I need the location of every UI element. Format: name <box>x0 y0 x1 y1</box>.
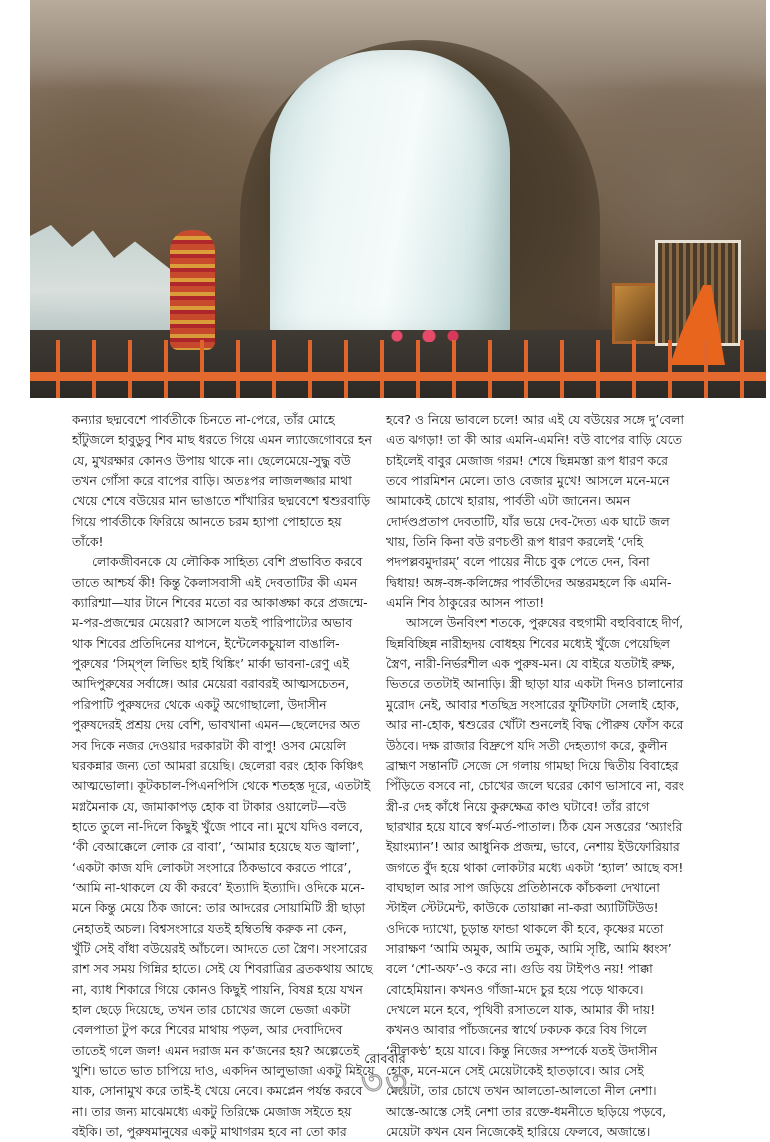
ice-formation-left <box>30 225 170 335</box>
text-line: ছারখার হয়ে যাবে স্বর্গ-মর্ত-পাতাল। ঠিক যেন সত্তরের ‘অ্যাংরি <box>386 818 683 834</box>
article-column-left <box>72 410 374 1142</box>
text-line: বাঘছাল আর সাপ জড়িয়ে প্রতিষ্ঠানকে কাঁচকলা দেখানো <box>386 879 660 895</box>
text-line: পুরুষদেরই প্রশ্রয় দেয় বেশি, ভাবখানা এমন—ছেলেদের অত <box>72 717 360 733</box>
text-line: সব দিকে নজর দেওয়ার দরকারটা কী বাপু! ওসব মেয়েলি <box>72 737 346 753</box>
text-line: ক্যারিশ্মা—যার টানে শিবের মতো বর আকাঙ্ক্ষা করে প্রজন্মে- <box>72 595 368 611</box>
text-line: বেলপাতা টুপ করে শিবের মাথায় পড়ল, আর দেবাদিদেব <box>72 1022 343 1038</box>
text-line: পুরুষের ‘সিম্প্‌ল লিভিং হাই থিঙ্কিং’ মার্কা ভাবনা-রেণু এই <box>72 656 349 672</box>
article-photo-amarnath-cave <box>30 0 766 398</box>
text-line: চাইলেই বাবুর মেজাজ গরম! শেষে ছিন্নমস্তা রূপ ধারণ করে <box>386 452 668 468</box>
text-line: হোক, মনে-মনে সেই মেয়েটাকেই হাতড়াবে। আর সেই <box>386 1063 644 1078</box>
text-line: বইকি। তা, পুরুষমানুষের একটু মাথাগরম হবে না তো কার <box>72 1124 347 1140</box>
text-line: থাক শিবের প্রতিদিনের যাপনে, ইন্টেলেকচুয়াল বাঙালি- <box>72 635 340 651</box>
text-line: ইয়াংম্যান’! আর আধুনিক প্রজন্ম, ভাবে, নেশায় ইউফোরিয়ার <box>386 839 680 855</box>
fence-rail <box>30 372 766 381</box>
framed-deity-picture <box>612 283 660 344</box>
text-line: মুরোদ নেই, আবার শতছিদ্র সংসারের ফুটিফাটা সেলাই হোক, <box>386 696 680 712</box>
text-line: মনে কিন্তু মেয়ে ঠিক জানে: তার আদরের সোয়ামিটি স্ত্রী ছাড়া <box>72 900 366 916</box>
text-line: ‘নীলকণ্ঠ’ হয়ে যাবে। কিন্তু নিজের সম্পর্কে যতই উদাসীন <box>386 1042 658 1058</box>
text-line: পরিপাটি পুরুষদের থেকে একটু অগোছালো, উদাসীন <box>72 696 327 712</box>
text-line: জগতে বুঁদ হয়ে থাকা লোকটার মধ্যে একটা ‘হ্যাল’ আছে বস! <box>386 859 684 875</box>
text-line: আসলে উনবিংশ শতকে, পুরুষের বহুগামী বহুবিবাহে দীর্ণ, <box>406 615 684 631</box>
text-line: হাল ছেড়ে দিয়েছে, তখন তার চোখের জলে ভেজা একটা <box>72 1001 351 1017</box>
text-line: ওদিকে দ্যাখো, চূড়ান্ত ফান্ডা থাকলে কী হবে, কৃষ্ণের মতো <box>386 920 664 936</box>
text-line: দ্বিধায়! অঙ্গ-বঙ্গ-কলিঙ্গের পার্বতীদের অন্তরমহলে কি এমনি- <box>386 574 672 590</box>
text-line: খায়, তিনি কিনা বউ রণচণ্ডী রূপ ধারণ করলেই ‘দেহি <box>386 534 644 550</box>
text-line: তাতেই গলে জল! এমন দরাজ মন ক’জনের হয়? অল্পেতেই <box>72 1042 360 1058</box>
text-line: স্টাইল স্টেটমেন্ট, কাউকে তোয়াক্কা না-করা অ্যাটিটিউড! <box>386 900 659 916</box>
text-line: হবে? ও নিয়ে ভাবলে চলে! আর এই যে বউয়ের সঙ্গে দু’বেলা <box>386 412 685 427</box>
text-line: তাঁকে! <box>72 534 104 550</box>
text-line: মেয়েটা, তার চোখে তখন আলতো-আলতো নীল নেশা। <box>386 1083 657 1099</box>
text-line: না, ব্যাধ শিকারে গিয়ে কোনও কিছুই পায়নি, বিষণ্ণ হয়ে যখন <box>72 981 363 997</box>
text-line: গিয়ে পার্বতীকে ফিরিয়ে আনতে চরম হ্যাপা পোহাতে হয় <box>72 513 342 529</box>
page-number: ৩৩ <box>360 1063 410 1103</box>
text-line: এমনি শিব ঠাকুরের আসন পাতা! <box>386 595 545 611</box>
text-line: কখনও আবার পাঁচজনের স্বার্থে ঢকঢক করে বিষ গিলে <box>386 1022 647 1038</box>
text-line: না। তার জন্য মাঝেমধ্যে একটু তিরিক্ষে মেজাজ সইতে হয় <box>72 1103 352 1119</box>
text-line: ব্রাহ্মণ সন্তানটি সেজে সে গলায় গামছা দিয়ে দ্বিতীয় বিবাহের <box>386 757 679 773</box>
text-line: মেয়েটা কখন যেন নিজেকেই হারিয়ে ফেলবে, অজান্তে। <box>386 1124 651 1140</box>
text-line: আত্মভোলা। কূটকচাল-পিএনপিসি থেকে শতহস্ত দূরে, এতটাই <box>72 778 371 794</box>
text-line: ‘কী বেআক্কেলে লোক রে বাবা’, ‘আমার হয়েছে যত জ্বালা’, <box>72 839 360 855</box>
text-line: কন্যার ছদ্মবেশে পার্বতীকে চিনতে না-পেরে, তাঁর মোহে <box>72 412 335 427</box>
text-line: আস্তে-আস্তে সেই নেশা তার রক্তে-ধমনীতে ছড়িয়ে পড়বে, <box>386 1103 667 1119</box>
text-line: বলে ‘শো-অফ’-ও করে না। গুডি বয় টাইপও নয়! পাক্কা <box>386 961 653 977</box>
fence-posts <box>30 340 766 398</box>
magazine-name: রোববার <box>364 1052 406 1067</box>
text-line: খুশি। ভাতে ভাত চাপিয়ে দাও, একদিন আলুভাজা একটু মিইয়ে <box>72 1063 375 1078</box>
text-line: পিঁড়িতে বসবে না, চোখের জলে ঘরের কোণ ভাসাবে না, বরং <box>386 778 684 794</box>
text-line: রাশ সব সময় গিন্নির হাতে। সেই যে শিবরাত্রির ব্রতকথায় আছে <box>72 961 373 977</box>
text-line: ঘরকন্নার জন্য তো আমরা রয়েছি। ছেলেরা বরং হোক কিঞ্চিৎ <box>72 757 364 773</box>
text-line: তখন গোঁসা করে বাপের বাড়ি। অতঃপর লাজলজ্জার মাথা <box>72 473 352 489</box>
page-footer <box>300 1052 470 1103</box>
text-line: যে, মুখরক্ষার কোনও উপায় থাকে না। ছেলেমেয়ে-সুদ্ধু বউ <box>72 452 351 468</box>
text-line: ভিতরে ততটাই আনাড়ি। স্ত্রী ছাড়া যার একটা দিনও চালানোর <box>386 676 684 692</box>
text-line: উঠবে। দক্ষ রাজার বিদ্রুপে যদি সতী দেহত্যাগ করে, কুলীন <box>386 737 668 753</box>
text-line: যাক, সোনামুখ করে তাই-ই খেয়ে নেবে। কমপ্লেন পর্যন্ত করবে <box>72 1083 363 1099</box>
text-line: মগ্নমৈনাক যে, জামাকাপড় হোক বা টাকার ওয়ালেট—বউ <box>72 798 347 814</box>
text-line: ‘আমি না-থাকলে যে কী করবে’ ইত্যাদি ইত্যাদি। ওদিকে মনে- <box>72 879 365 895</box>
text-line: এত ঝগড়া! তা কী আর এমনি-এমনি! বউ বাপের বাড়ি যেতে <box>386 432 682 448</box>
text-line: হাঁটুজলে হাবুডুবু শিব মাছ ধরতে গিয়ে এমন ল্যাজেগোবরে হন <box>72 432 372 448</box>
text-line: লোকজীবনকে যে লৌকিক সাহিত্য বেশি প্রভাবিত করবে <box>92 554 363 570</box>
text-line: স্ত্রৈণ, নারী-নির্ভরশীল এক পুরুষ-মন। যে বাইরে যতটাই রুক্ষ, <box>386 656 676 672</box>
text-line: তাতে আশ্চর্য কী! কিন্তু কৈলাসবাসী এই দেবতাটির কী এমন <box>72 574 358 590</box>
ice-shivling <box>270 50 510 340</box>
text-line: খেয়ে শেষে বউয়ের মান ভাঙাতে শাঁখারির ছদ্মবেশে শ্বশুরবাড়ি <box>72 493 371 509</box>
text-line: হাতে তুলে না-দিলে কিছুই খুঁজে পাবে না। মুখে যদিও বলবে, <box>72 818 363 834</box>
article-column-right <box>386 410 706 1142</box>
text-line: সারাক্ষণ ‘আমি অমুক, আমি তমুক, আমি সৃষ্টি, আমি ধ্বংস’ <box>386 940 672 956</box>
flower-garland <box>170 230 215 350</box>
text-line: আদিপুরুষের সর্বাঙ্গে। আর মেয়েরা বরাবরই আত্মসচেতন, <box>72 676 350 692</box>
text-line: আর না-হোক, শ্বশুরের খোঁটা শুনলেই বিদ্ধ পৌরুষ ফোঁস করে <box>386 717 684 733</box>
text-line: খুঁটি সেই বাঁধা বউয়েরই আঁচলে। আদতে তো স্ত্রৈণ। সংসারের <box>72 940 368 956</box>
text-line: ছিন্নবিচ্ছিন্ন নারীহৃদয় বোধহয় শিবের মধ্যেই খুঁজে পেয়েছিল <box>386 635 670 651</box>
text-line: পদপল্লবমুদারম্’ বলে পায়ের নীচে বুক পেতে দেন, বিনা <box>386 554 650 570</box>
text-line: আমাকেই চোখে হারায়, পার্বতী এটা জানেন। অমন <box>386 493 631 509</box>
text-line: নেহাতই অচল। বিশ্বসংসারে যতই হম্বিতম্বি করুক না কেন, <box>72 920 347 936</box>
text-line: দোর্দণ্ডপ্রতাপ দেবতাটি, যাঁর ভয়ে দেব-দৈত্য এক ঘাটে জল <box>386 513 670 529</box>
text-line: স্ত্রী-র দেহ কাঁধে নিয়ে কুরুক্ষেত্র কাণ্ড ঘটাবে! তাঁর রাগে <box>386 798 650 814</box>
text-line: তবে পারমিশন মেলে। তাও বেজার মুখে! আসলে মনে-মনে <box>386 473 670 489</box>
text-line: দেখলে মনে হবে, পৃথিবী রসাতলে যাক, আমার কী দায়! <box>386 1001 656 1017</box>
text-line: ম-পর-প্রজন্মের মেয়েরা? আসলে যতই পারিপাট্যের অভাব <box>72 615 353 631</box>
text-line: বোহেমিয়ান। কখনও গাঁজা-মদে চুর হয়ে পড়ে থাকবে। <box>386 981 644 997</box>
text-line: ‘একটা কাজ যদি লোকটা সংসারে ঠিকভাবে করতে পারে’, <box>72 859 352 875</box>
